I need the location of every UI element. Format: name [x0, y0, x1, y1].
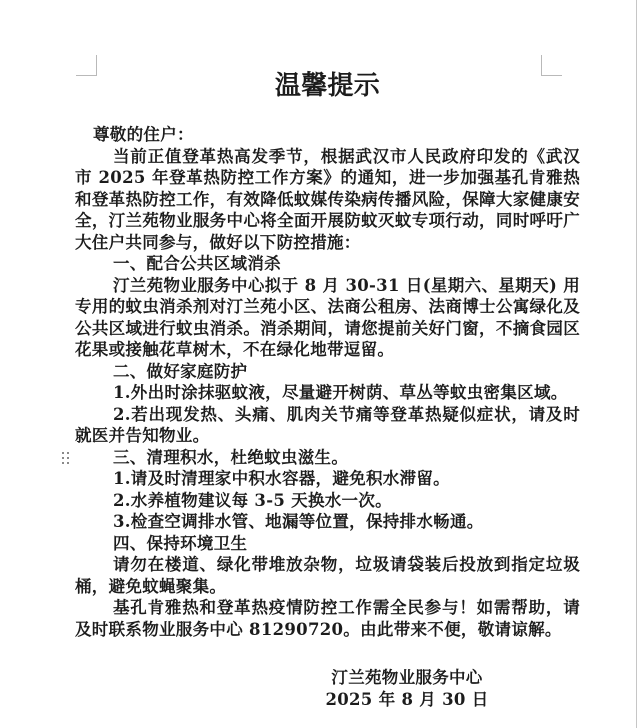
salutation: 尊敬的住户： — [93, 125, 194, 144]
closing-paragraph: 基孔肯雅热和登革热疫情防控工作需全民参与！如需帮助，请及时联系物业服务中心 81290720。由此带来不便，敬请谅解。 — [75, 598, 580, 639]
section-4-heading: 四、保持环境卫生 — [112, 533, 248, 553]
section-3-item-3: 3.检查空调排水管、地漏等位置，保持排水畅通。 — [112, 512, 484, 531]
section-1-paragraph: 汀兰苑物业服务中心拟于 8 月 30-31 日(星期六、星期天) 用专用的蚊虫消杀剂对汀兰苑小区、法商公租房、法商博士公寓绿化及公共区域进行蚊虫消杀。消杀期间，请您提前关好门窗，不摘食园区花果或接触花草树木，不在绿化地带逗留。 — [75, 275, 580, 359]
signature-block — [292, 667, 522, 710]
section-1-heading: 一、配合公共区域消杀 — [112, 254, 281, 273]
page-right-edge-line — [636, 0, 637, 728]
section-2-heading: 二、做好家庭防护 — [112, 361, 248, 381]
section-3-item-2: 2.水养植物建议每 3-5 天换水一次。 — [112, 490, 392, 510]
section-3-item-1: 1.请及时清理家中积水容器，避免积水滞留。 — [112, 469, 450, 488]
intro-paragraph: 当前正值登革热高发季节，根据武汉市人民政府印发的《武汉市 2025 年登革热防控工作方案》的通知，进一步加强基孔肯雅热和登革热防控工作，有效降低蚊媒传染病传播风险，保障大家健康安全，汀兰苑物业服务中心将全面开展防蚊灭蚊专项行动，同时呼吁广大住户共同参与，做好以下防控措施： — [75, 146, 580, 252]
document-body — [75, 70, 580, 710]
signature-org: 汀兰苑物业服务中心 — [331, 668, 483, 687]
notice-title: 温馨提示 — [274, 71, 381, 101]
section-2-item-1: 1.外出时涂抹驱蚊液，尽量避开树荫、草丛等蚊虫密集区域。 — [112, 383, 568, 402]
section-3-heading: 三、清理积水，杜绝蚊虫滋生。 — [112, 447, 349, 467]
section-4-paragraph: 请勿在楼道、绿化带堆放杂物，垃圾请袋装后投放到指定垃圾桶，避免蚊蝇聚集。 — [75, 555, 580, 596]
signature-date: 2025 年 8 月 30 日 — [325, 689, 489, 709]
margin-dots-icon — [62, 452, 64, 454]
section-2-item-2: 2.若出现发热、头痛、肌肉关节痛等登革热疑似症状，请及时就医并告知物业。 — [75, 404, 580, 445]
